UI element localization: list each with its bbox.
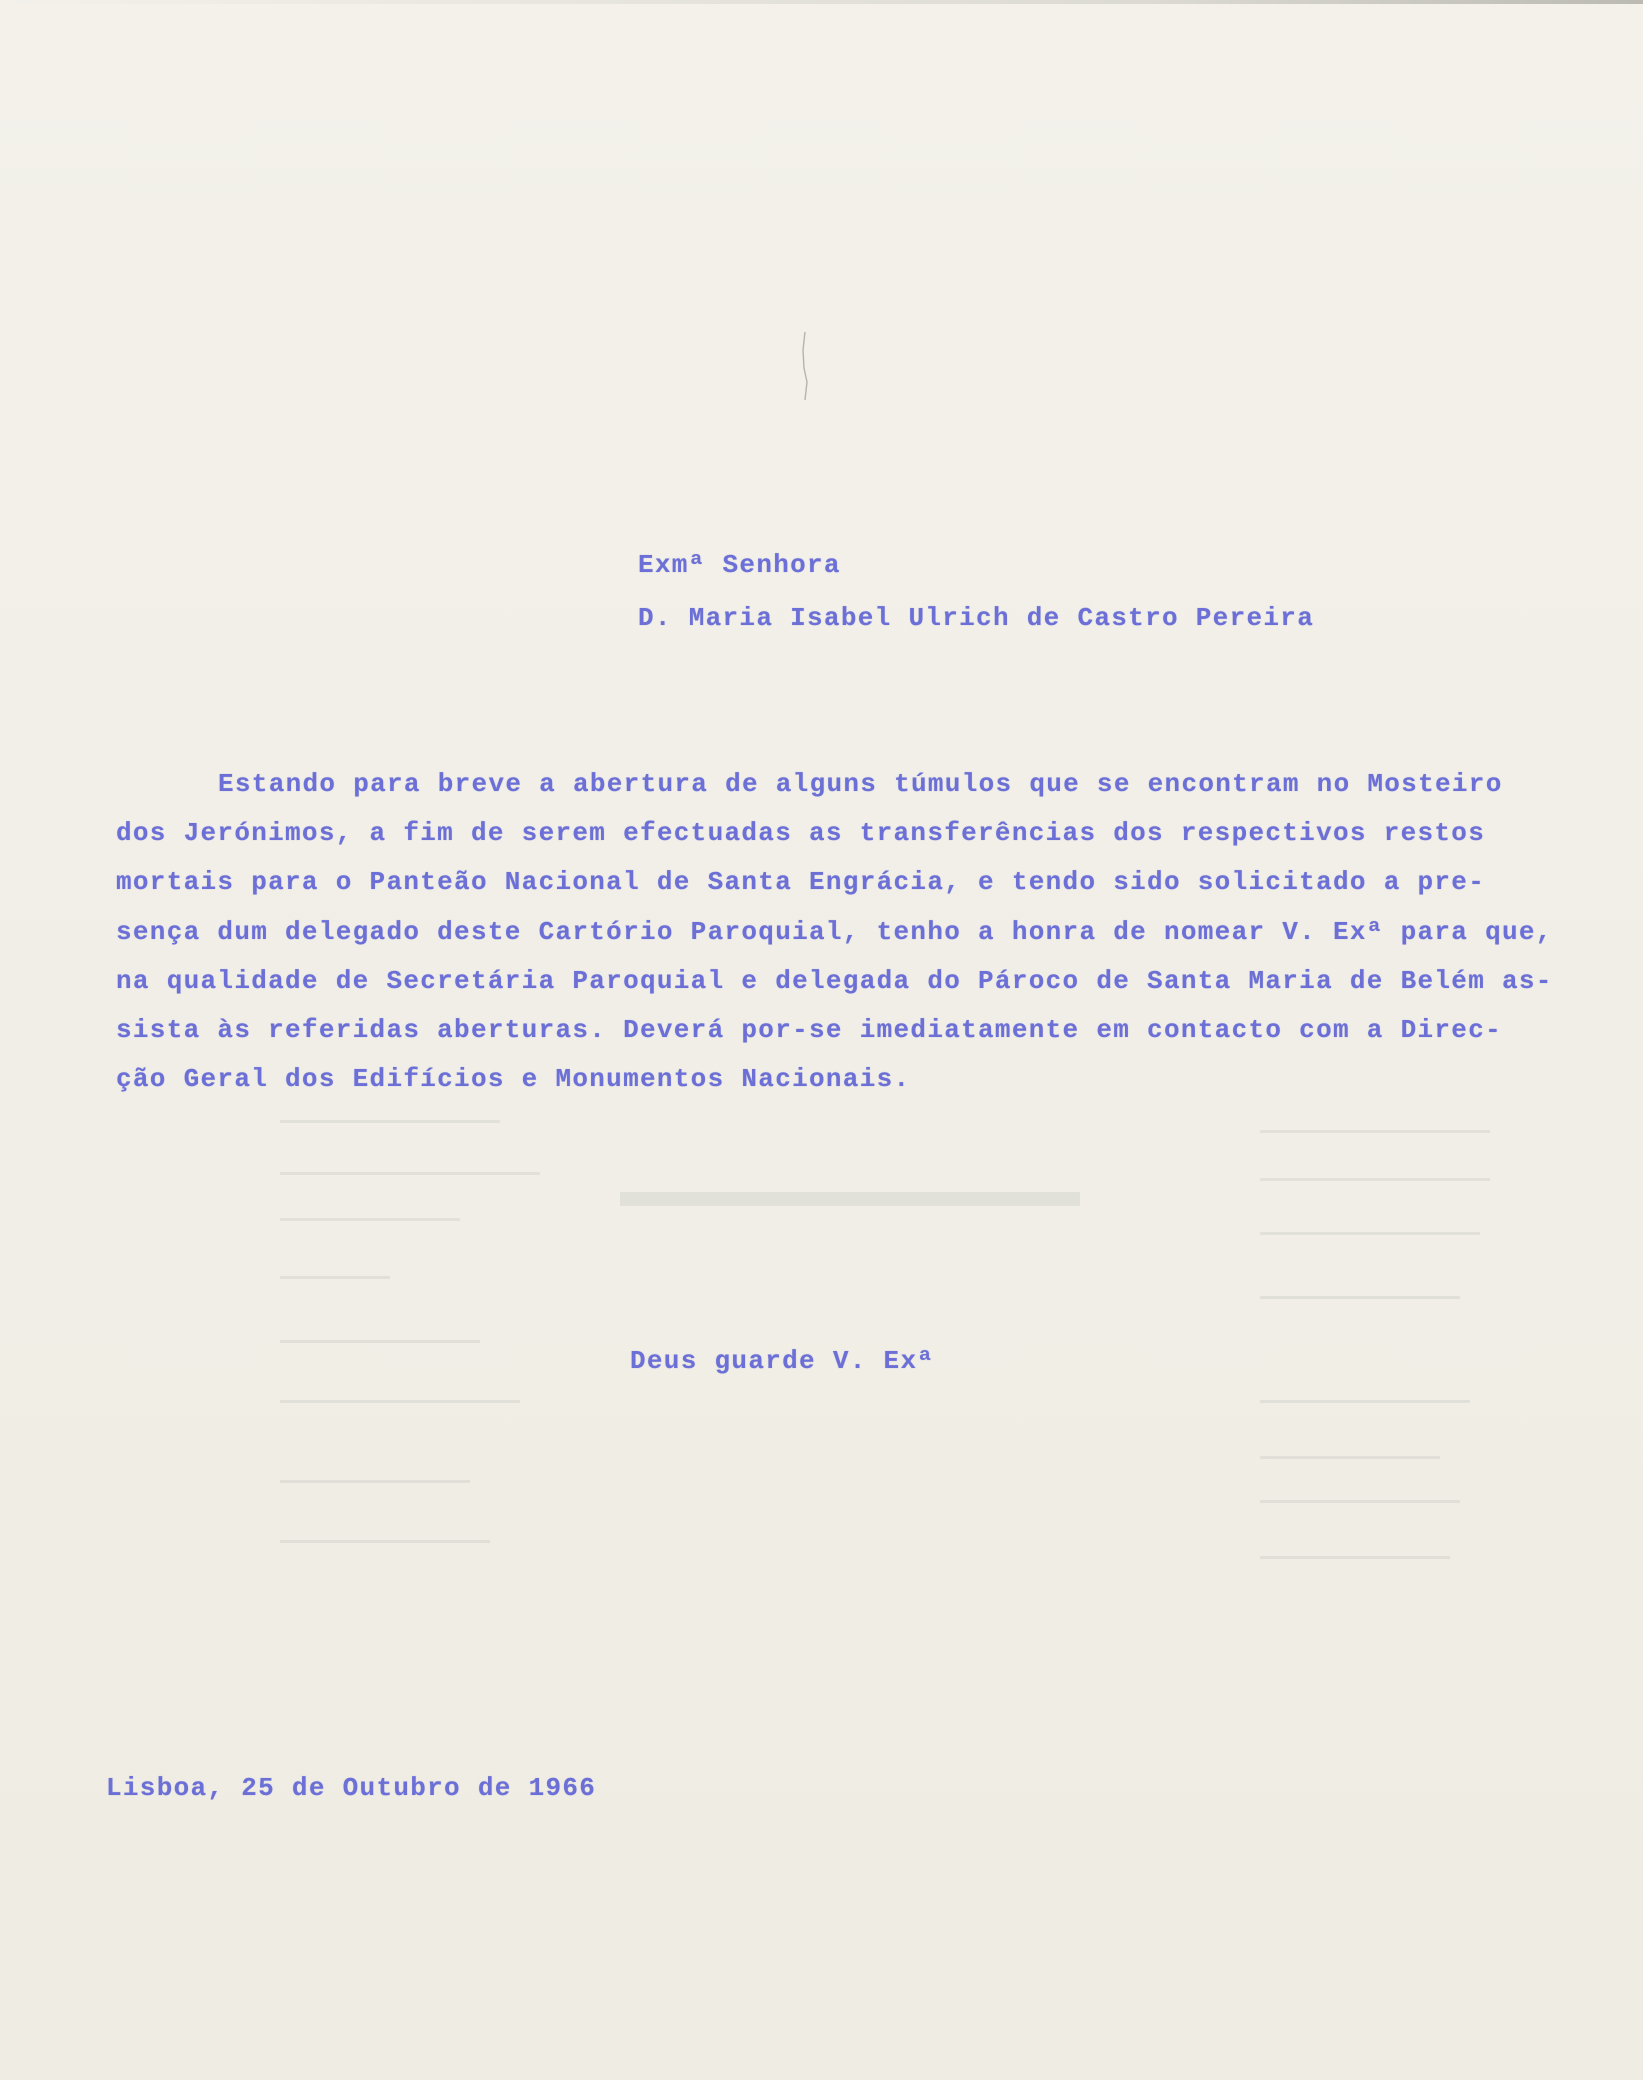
salutation: Exmª Senhora — [638, 550, 841, 580]
show-through-bleed — [270, 1100, 1500, 1580]
pencil-mark — [795, 330, 815, 410]
body-line: ção Geral dos Edifícios e Monumentos Nacionais. — [116, 1064, 911, 1094]
body-line: dos Jerónimos, a fim de serem efectuadas as transferências dos respectivos restos — [116, 818, 1486, 848]
page-edge-shadow — [0, 0, 1643, 4]
body-line: na qualidade de Secretária Paroquial e delegada do Pároco de Santa Maria de Belém as- — [116, 966, 1553, 996]
body-line: mortais para o Panteão Nacional de Santa Engrácia, e tendo sido solicitado a pre- — [116, 867, 1486, 897]
body-line: sença dum delegado deste Cartório Paroquial, tenho a honra de nomear V. Exª para que, — [116, 917, 1553, 947]
closing-greeting: Deus guarde V. Exª — [630, 1346, 935, 1376]
recipient-name: D. Maria Isabel Ulrich de Castro Pereira — [638, 603, 1315, 633]
place-and-date: Lisboa, 25 de Outubro de 1966 — [106, 1773, 597, 1803]
body-line: sista às referidas aberturas. Deverá por-se imediatamente em contacto com a Direc- — [116, 1015, 1503, 1045]
body-line: Estando para breve a abertura de alguns túmulos que se encontram no Mosteiro — [218, 769, 1503, 799]
